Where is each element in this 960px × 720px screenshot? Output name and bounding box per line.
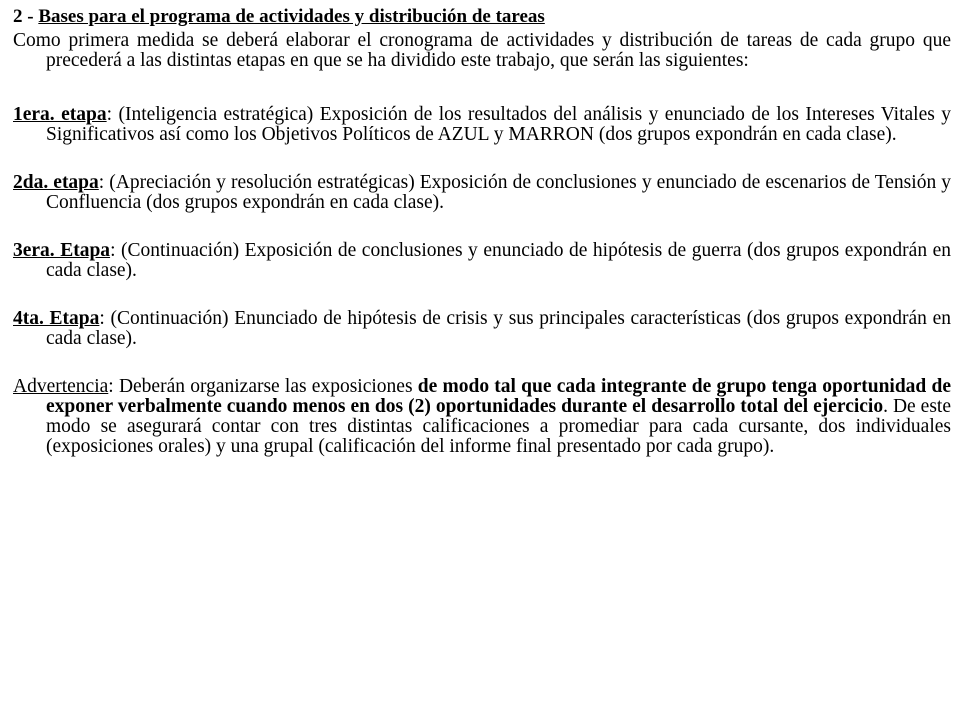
stage-3-paragraph: 3era. Etapa: (Continuación) Exposición de conclusiones y enunciado de hipótesis de guerra (dos grupos expondrán en cada clase). <box>13 240 951 281</box>
stage-1-text: (Inteligencia estratégica) Exposición de los resultados del análisis y enunciado de los Intereses Vitales y Significativos así como los Objetivos Políticos de AZUL y MARRON (dos grupos expondrán en cada clase). <box>46 104 952 145</box>
warning-label: Advertencia <box>13 376 109 397</box>
stage-2-label: 2da. etapa <box>13 172 99 193</box>
section-heading <box>13 5 951 28</box>
stage-4-paragraph: 4ta. Etapa: (Continuación) Enunciado de hipótesis de crisis y sus principales características (dos grupos expondrán en cada clase). <box>13 308 951 349</box>
section-title: Bases para el programa de actividades y distribución de tareas <box>38 6 545 27</box>
warning-text-after: . De este modo se asegurará contar con tres distintas calificaciones a promediar para cada cursante, dos individuales (exposiciones orales) y una grupal (calificación del informe final presentado por cada grupo). <box>46 396 951 457</box>
stage-1-label: 1era. etapa <box>13 104 107 125</box>
warning-bold-text: de modo tal que cada integrante de grupo tenga oportunidad de exponer verbalmente cuando menos en dos (2) oportunidades durante el desarrollo total del ejercicio <box>46 376 951 417</box>
stage-2-paragraph: 2da. etapa: (Apreciación y resolución estratégicas) Exposición de conclusiones y enunciado de escenarios de Tensión y Confluencia (dos grupos expondrán en cada clase). <box>13 172 952 213</box>
warning-text-before: Deberán organizarse las exposiciones <box>118 376 418 397</box>
warning-paragraph: Advertencia: Deberán organizarse las exposiciones de modo tal que cada integrante de grupo tenga oportunidad de exponer verbalmente cuando menos en dos (2) oportunidades durante el desarrollo total del ejercicio. De este modo se asegurará contar con tres distintas calificaciones a promediar para cada cursante, dos individuales (exposiciones orales) y una grupal (calificación del informe final presentado por cada grupo). <box>13 376 951 457</box>
document-body <box>13 5 951 457</box>
section-number: 2 - <box>13 6 39 27</box>
intro-paragraph: Como primera medida se deberá elaborar el cronograma de actividades y distribución de tareas de cada grupo que precederá a las distintas etapas en que se ha dividido este trabajo, que serán las siguientes: <box>13 30 951 71</box>
stage-3-text: (Continuación) Exposición de conclusiones y enunciado de hipótesis de guerra (dos grupos expondrán en cada clase). <box>46 240 951 281</box>
stage-1-paragraph: 1era. etapa: (Inteligencia estratégica) Exposición de los resultados del análisis y enunciado de los Intereses Vitales y Significativos así como los Objetivos Políticos de AZUL y MARRON (dos grupos expondrán en cada clase). <box>13 104 952 145</box>
stage-4-text: (Continuación) Enunciado de hipótesis de crisis y sus principales características (dos grupos expondrán en cada clase). <box>46 308 951 349</box>
stage-3-label: 3era. Etapa <box>13 240 111 261</box>
stage-4-label: 4ta. Etapa <box>13 308 100 329</box>
stage-2-text: (Apreciación y resolución estratégicas) Exposición de conclusiones y enunciado de escenarios de Tensión y Confluencia (dos grupos expondrán en cada clase). <box>46 172 952 213</box>
